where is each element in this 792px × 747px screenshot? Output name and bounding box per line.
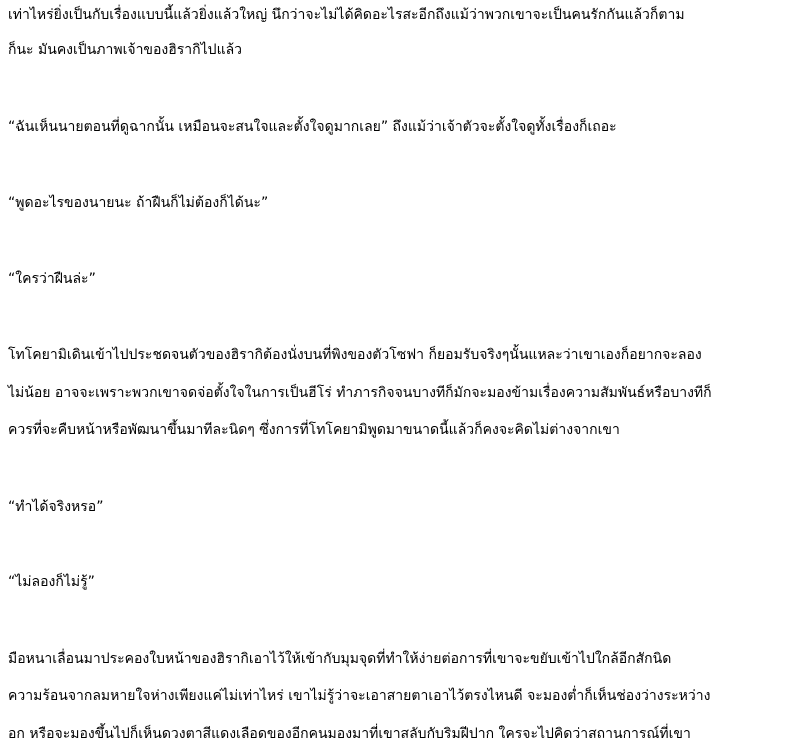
text-line: อก หรือจะมองขึ้นไปก็เห็นดวงตาสีแดงเลือดของอีกคนมองมาที่เขาสลับกับริมฝีปาก ใครจะไปคิดว่าสถานการณ์ที่เขา	[8, 726, 691, 742]
text-line: โทโคยามิเดินเข้าไปประชดจนตัวของฮิรากิต้องนั่งบนที่พิงของตัวโซฟา ก็ยอมรับจริงๆนั้นแหละว่าเขาเองก็อยากจะลอง	[8, 347, 702, 363]
text-line: “ไม่ลองก็ไม่รู้”	[8, 574, 95, 590]
text-line: “พูดอะไรของนายนะ ถ้าฝืนก็ไม่ต้องก็ได้นะ”	[8, 195, 269, 211]
text-line: ไม่น้อย อาจจะเพราะพวกเขาจดจ่อตั้งใจในการเป็นฮีโร่ ทำภารกิจจนบางทีก็มักจะมองข้ามเรื่องความสัมพันธ์หรือบางทีก็	[8, 385, 712, 401]
text-line: ก็นะ มันคงเป็นภาพเจ้าของฮิรากิไปแล้ว	[8, 42, 243, 58]
text-line: “ฉันเห็นนายตอนที่ดูฉากนั้น เหมือนจะสนใจและตั้งใจดูมากเลย” ถึงแม้ว่าเจ้าตัวจะตั้งใจดูทั้งเรื่องก็เถอะ	[8, 119, 617, 135]
text-line: เท่าไหร่ยิ่งเป็นกับเรื่องแบบนี้แล้วยิ่งแล้วใหญ่ นึกว่าจะไม่ได้คิดอะไรสะอีกถึงแม้ว่าพวกเขาจะเป็นคนรักกันแล้วก็ตาม	[8, 7, 685, 23]
text-line: ควรที่จะคืบหน้าหรือพัฒนาขึ้นมาทีละนิดๆ ซึ่งการที่โทโคยามิพูดมาขนาดนี้แล้วก็คงจะคิดไม่ต่างจากเขา	[8, 422, 620, 438]
text-line: “ใครว่าฝืนล่ะ”	[8, 271, 96, 287]
text-line: ความร้อนจากลมหายใจห่างเพียงแค่ไม่เท่าไหร่ เขาไม่รู้ว่าจะเอาสายตาเอาไว้ตรงไหนดี จะมองต่ำก็เห็นช่องว่างระหว่าง	[8, 688, 711, 704]
text-line: มือหนาเลื่อนมาประคองใบหน้าของฮิรากิเอาไว้ให้เข้ากับมุมจุดที่ทำให้ง่ายต่อการที่เขาจะขยับเข้าไปใกล้อีกสักนิด	[8, 651, 672, 667]
text-line: “ทำได้จริงหรอ”	[8, 499, 104, 515]
